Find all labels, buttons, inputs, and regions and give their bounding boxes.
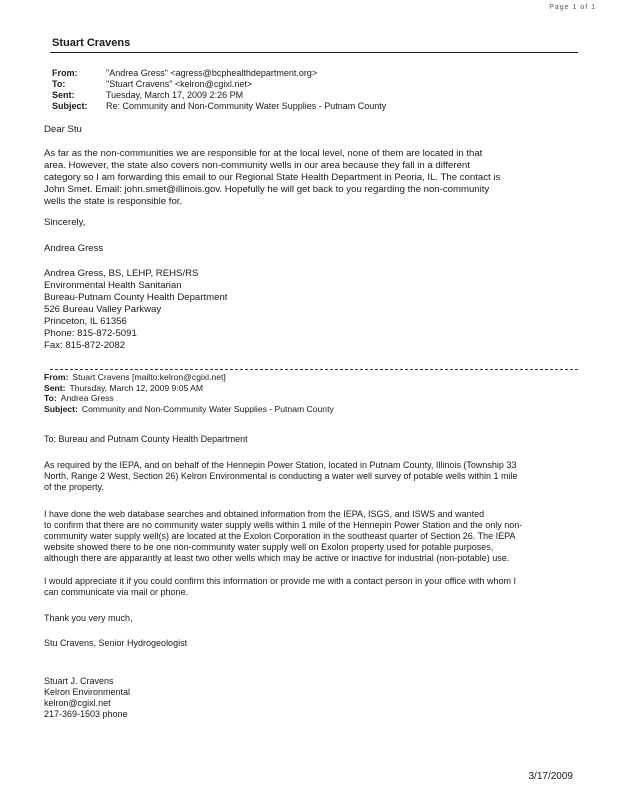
- header-subject-row: [52, 101, 386, 112]
- header-sent-label: Sent:: [52, 90, 75, 100]
- header-to-label: To:: [52, 79, 66, 89]
- header-sent-row: [52, 90, 386, 101]
- fwd-thanks: Thank you very much,: [44, 613, 133, 623]
- email-greeting: Dear Stu: [44, 124, 82, 135]
- fwd-sent-value: Thursday, March 12, 2009 9:05 AM: [69, 382, 204, 393]
- sender-name: Stuart Cravens: [52, 37, 131, 49]
- footer-date: 3/17/2009: [528, 771, 573, 782]
- fwd-sent-row: [44, 383, 334, 394]
- fwd-from-value: Stuart Cravens [mailto:kelron@cgixl.net]: [72, 372, 226, 382]
- fwd-paragraph-1: As required by the IEPA, and on behalf of the Hennepin Power Station, located in Putnam County, Illinois (Township 33 North, Range 2 West, Section 26) Kelron Environmental is conducting a water well survey of potable wells within 1 mile of the property.: [44, 460, 518, 492]
- forward-divider: [50, 369, 578, 370]
- fwd-signature: Stuart J. Cravens Kelron Environmental kelron@cgixl.net 217-369-1503 phone: [44, 676, 131, 719]
- fwd-from-label: From:: [44, 372, 69, 382]
- email-signature: Andrea Gress, BS, LEHP, REHS/RS Environmental Health Sanitarian Bureau-Putnam County Health Department 526 Bureau Valley Parkway Princeton, IL 61356 Phone: 815-872-5091 Fax: 815-872-2082: [44, 268, 228, 351]
- header-to-row: [52, 79, 386, 90]
- email-body: As far as the non-communities we are responsible for at the local level, none of them are located in that area. However, the state also covers non-community wells in our area because they fall in a different category so I am forwarding this email to our Regional State Health Department in Peoria, IL. The contact is John Smet. Email: john.smet@illinois.gov. Hopefully he will get back to you regarding the non-community wells the state is responsible for.: [44, 148, 501, 207]
- fwd-from-row: [44, 372, 334, 383]
- fwd-subject-row: [44, 404, 334, 415]
- header-from-value: "Andrea Gress" <agress@bcphealthdepartment.org>: [106, 68, 318, 78]
- header-from-row: [52, 68, 386, 79]
- fwd-paragraph-3: I would appreciate it if you could confirm this information or provide me with a contact person in your office with whom I can communicate via mail or phone.: [44, 576, 517, 597]
- header-to-value: "Stuart Cravens" <kelron@cgixl.net>: [106, 79, 253, 89]
- header-from-label: From:: [52, 68, 78, 78]
- fwd-subject-value: Community and Non-Community Water Supplies - Putnam County: [81, 403, 334, 414]
- header-subject-label: Subject:: [52, 101, 88, 111]
- header-sent-value: Tuesday, March 17, 2009 2:26 PM: [106, 90, 244, 100]
- forwarded-header: [44, 372, 334, 414]
- page-number: Page 1 of 1: [549, 4, 596, 11]
- fwd-subject-label: Subject:: [44, 403, 78, 414]
- header-divider: [50, 52, 578, 53]
- fwd-to-label: To:: [44, 393, 57, 403]
- fwd-to-value: Andrea Gress: [60, 393, 114, 403]
- fwd-sign-off: Stu Cravens, Senior Hydrogeologist: [44, 638, 188, 648]
- fwd-to-row: [44, 393, 334, 404]
- header-subject-value: Re: Community and Non-Community Water Supplies - Putnam County: [106, 101, 387, 111]
- email-signer: Andrea Gress: [44, 243, 104, 254]
- fwd-paragraph-2: I have done the web database searches and obtained information from the IEPA, ISGS, and ISWS and wanted to confirm that there are no community water supply wells within 1 mile of the Hennepin Power Station and the only non- community water supply well(s) are located at the Exolon Corporation in the southeast quarter of Section 26. The IEPA website showed there to be one non-community water supply well on Exolon property used for potable purposes, although there are apparantly at least two other wells which may be active or inactive for industrial (non-potable) use.: [44, 509, 523, 563]
- email-header: [52, 68, 386, 112]
- email-closing: Sincerely,: [44, 217, 86, 228]
- fwd-to-line: To: Bureau and Putnam County Health Department: [44, 434, 248, 444]
- fwd-sent-label: Sent:: [44, 382, 66, 393]
